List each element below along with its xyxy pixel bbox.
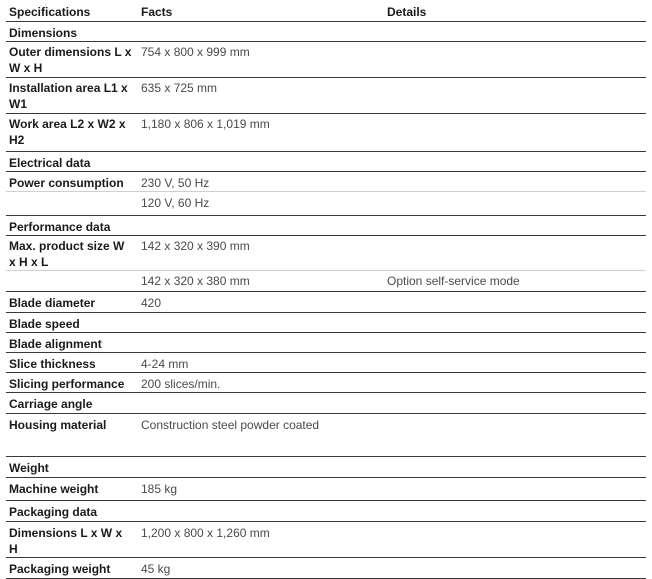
row-value: 120 V, 60 Hz bbox=[141, 195, 210, 210]
row-label: Dimensions L x W x H bbox=[9, 525, 123, 556]
row-value bbox=[138, 332, 384, 352]
row-details bbox=[384, 413, 646, 456]
row-label: Work area L2 x W2 x H2 bbox=[9, 116, 126, 147]
row-label: Blade diameter bbox=[9, 295, 96, 310]
row-value: 200 slices/min. bbox=[141, 376, 221, 391]
table-row bbox=[6, 113, 646, 151]
row-details bbox=[384, 171, 646, 191]
table-row bbox=[6, 500, 646, 521]
row-label: Max. product size W x H x L bbox=[9, 238, 125, 269]
table-row bbox=[6, 557, 646, 578]
table-row bbox=[6, 270, 646, 291]
row-details bbox=[384, 521, 646, 557]
row-value: 1,180 x 806 x 1,019 mm bbox=[141, 116, 270, 131]
row-details bbox=[384, 557, 646, 578]
row-label: Performance data bbox=[9, 219, 111, 234]
table-row bbox=[6, 372, 646, 392]
row-value: 754 x 800 x 999 mm bbox=[141, 44, 250, 59]
row-label: Dimensions bbox=[9, 25, 78, 40]
table-row bbox=[6, 413, 646, 456]
table-row bbox=[6, 477, 646, 500]
row-label: Power consumption bbox=[9, 175, 124, 190]
row-value: 45 kg bbox=[141, 561, 171, 576]
row-value: 230 V, 50 Hz bbox=[141, 175, 210, 190]
row-details bbox=[384, 77, 646, 113]
table-row bbox=[6, 235, 646, 270]
row-value bbox=[138, 215, 384, 235]
header-details: Details bbox=[387, 5, 427, 19]
row-value: 185 kg bbox=[141, 481, 178, 496]
row-label: Blade alignment bbox=[9, 336, 102, 351]
row-label: Packaging weight bbox=[9, 561, 111, 576]
table-row bbox=[6, 521, 646, 557]
table-row bbox=[6, 77, 646, 113]
row-label: Blade speed bbox=[9, 316, 80, 331]
row-details bbox=[384, 113, 646, 151]
row-label: Slice thickness bbox=[9, 356, 96, 371]
row-value bbox=[138, 151, 384, 171]
row-value: 1,200 x 800 x 1,260 mm bbox=[141, 525, 270, 540]
row-label bbox=[6, 270, 138, 291]
row-details bbox=[384, 352, 646, 372]
row-value: 635 x 725 mm bbox=[141, 80, 218, 95]
row-label: Carriage angle bbox=[9, 396, 93, 411]
table-row bbox=[6, 332, 646, 352]
row-details bbox=[384, 235, 646, 270]
table-row bbox=[6, 41, 646, 77]
header-specifications: Specifications bbox=[9, 5, 91, 19]
row-value bbox=[138, 500, 384, 521]
row-label: Electrical data bbox=[9, 155, 91, 170]
table-row bbox=[6, 352, 646, 372]
header-facts: Facts bbox=[141, 5, 173, 19]
row-label bbox=[6, 191, 138, 215]
row-details bbox=[384, 392, 646, 413]
table-row bbox=[6, 291, 646, 312]
header-row bbox=[6, 0, 646, 21]
row-value: 142 x 320 x 380 mm bbox=[141, 273, 250, 288]
row-label: Outer dimensions L x W x H bbox=[9, 44, 132, 75]
row-value: Construction steel powder coated bbox=[141, 417, 320, 432]
row-details bbox=[384, 41, 646, 77]
row-details bbox=[384, 456, 646, 477]
table-row bbox=[6, 21, 646, 41]
row-label: Slicing performance bbox=[9, 376, 125, 391]
row-label: Packaging data bbox=[9, 504, 98, 519]
row-value: 142 x 320 x 390 mm bbox=[141, 238, 250, 253]
row-value: 420 bbox=[141, 295, 162, 310]
row-value: 4-24 mm bbox=[141, 356, 189, 371]
row-label: Housing material bbox=[9, 417, 107, 432]
row-details bbox=[384, 21, 646, 41]
table-row bbox=[6, 151, 646, 171]
table-row bbox=[6, 171, 646, 191]
row-value bbox=[138, 21, 384, 41]
row-label: Machine weight bbox=[9, 481, 99, 496]
table-row bbox=[6, 456, 646, 477]
row-details bbox=[384, 477, 646, 500]
row-value bbox=[138, 456, 384, 477]
table-row bbox=[6, 215, 646, 235]
row-details bbox=[384, 332, 646, 352]
row-details bbox=[384, 372, 646, 392]
row-details: Option self-service mode bbox=[387, 273, 520, 288]
table-row bbox=[6, 312, 646, 332]
specifications-table bbox=[6, 0, 646, 579]
table-row bbox=[6, 191, 646, 215]
row-details bbox=[384, 191, 646, 215]
row-details bbox=[384, 312, 646, 332]
row-details bbox=[384, 291, 646, 312]
row-label: Weight bbox=[9, 460, 49, 475]
row-value bbox=[138, 392, 384, 413]
row-details bbox=[384, 500, 646, 521]
row-details bbox=[384, 151, 646, 171]
row-value bbox=[138, 312, 384, 332]
row-details bbox=[384, 215, 646, 235]
row-label: Installation area L1 x W1 bbox=[9, 80, 128, 111]
table-row bbox=[6, 392, 646, 413]
